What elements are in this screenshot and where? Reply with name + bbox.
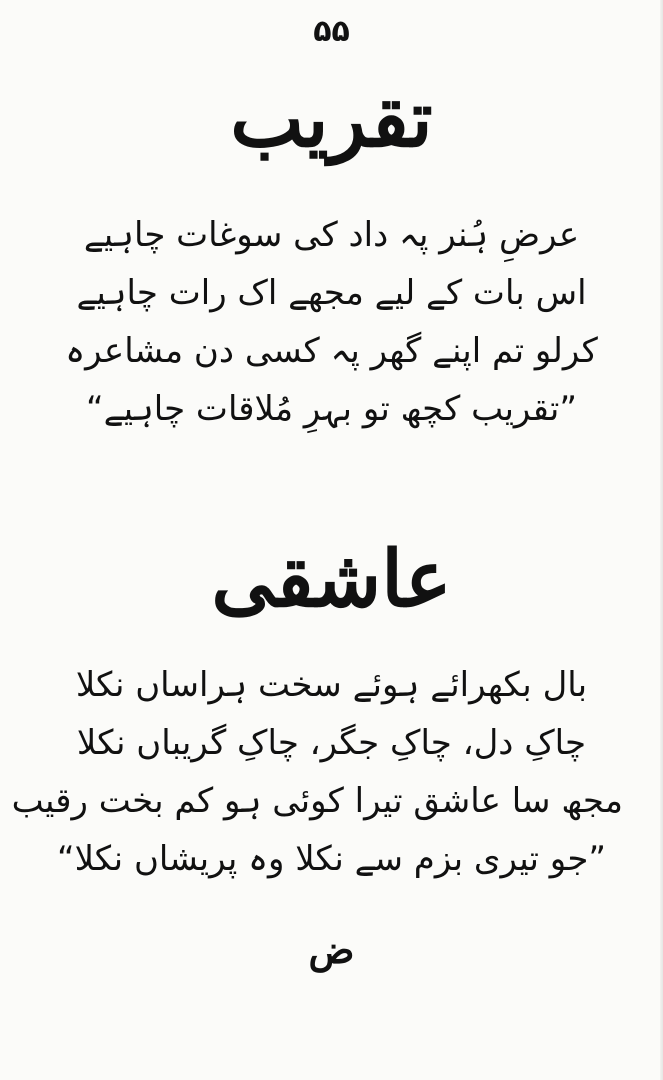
poem-verses: [40, 206, 623, 438]
verse-line: اس بات کے لیے مجھے اک رات چاہیے: [76, 273, 587, 313]
page-number: ۵۵: [313, 14, 350, 49]
poem-taqreeb: [40, 70, 623, 438]
poem-title: تقریب: [230, 74, 433, 165]
verse-line: بال بکھرائے ہوئے سخت ہراساں نکلا: [75, 665, 588, 705]
poet-signature: ض: [308, 927, 355, 972]
poem-title: عاشقی: [211, 534, 452, 625]
verse-line: عرضِ ہُنر پہ داد کی سوغات چاہیے: [83, 215, 580, 255]
verse-line: چاکِ دل، چاکِ جگر، چاکِ گریباں نکلا: [76, 723, 587, 763]
verse-line: کرلو تم اپنے گھر پہ کسی دن مشاعرہ: [65, 331, 598, 371]
poem-verses: [11, 656, 623, 888]
verse-line: ”تقریب کچھ تو بہرِ مُلاقات چاہیے“: [86, 389, 577, 429]
verse-line: مجھ سا عاشق تیرا کوئی ہو کم بخت رقیب: [11, 781, 623, 821]
verse-line: ”جو تیری بزم سے نکلا وہ پریشاں نکلا“: [57, 839, 606, 879]
poem-aashiqi: [11, 530, 623, 888]
